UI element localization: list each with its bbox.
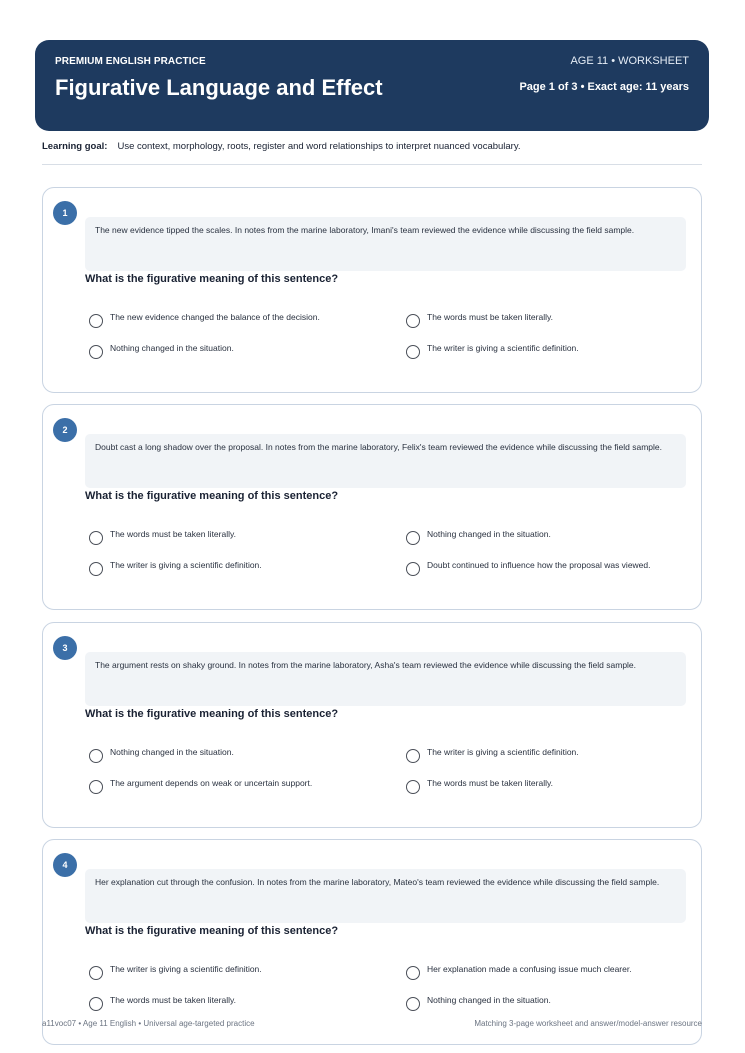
worksheet-header (35, 40, 709, 131)
question-prompt: What is the figurative meaning of this sentence? (85, 708, 339, 720)
radio-button[interactable] (89, 531, 103, 545)
answer-option-label: Nothing changed in the situation. (110, 747, 234, 757)
radio-button[interactable] (406, 966, 420, 980)
answer-option-label: The writer is giving a scientific definition. (110, 560, 262, 570)
question-card-3 (42, 622, 702, 828)
divider (42, 164, 702, 165)
radio-button[interactable] (406, 780, 420, 794)
answer-option[interactable] (406, 964, 706, 982)
radio-button[interactable] (89, 997, 103, 1011)
answer-option-label: The argument depends on weak or uncertain support. (110, 778, 313, 788)
question-number-badge: 3 (53, 636, 77, 660)
radio-button[interactable] (89, 749, 103, 763)
question-card-1 (42, 187, 702, 393)
radio-button[interactable] (406, 997, 420, 1011)
answer-option[interactable] (89, 529, 389, 547)
radio-button[interactable] (406, 314, 420, 328)
answer-option-label: The new evidence changed the balance of the decision. (110, 312, 320, 322)
answer-option-label: Nothing changed in the situation. (427, 529, 551, 539)
answer-option-label: The words must be taken literally. (110, 995, 236, 1005)
answer-option[interactable] (406, 747, 706, 765)
question-number-badge: 1 (53, 201, 77, 225)
answer-option[interactable] (406, 995, 706, 1013)
footer-left-text: a11voc07 • Age 11 English • Universal age-targeted practice (42, 1019, 255, 1028)
answer-option[interactable] (89, 312, 389, 330)
answer-option[interactable] (89, 964, 389, 982)
question-passage: The new evidence tipped the scales. In notes from the marine laboratory, Imani's team reviewed the evidence while discussing the field sample. (85, 217, 686, 271)
question-prompt: What is the figurative meaning of this sentence? (85, 925, 339, 937)
answer-option-label: The writer is giving a scientific definition. (110, 964, 262, 974)
learning-goal-label: Learning goal: (42, 141, 108, 152)
radio-button[interactable] (406, 345, 420, 359)
radio-button[interactable] (89, 314, 103, 328)
learning-goal-text: Use context, morphology, roots, register and word relationships to interpret nuanced vocabulary. (117, 141, 521, 152)
answer-option[interactable] (406, 529, 706, 547)
answer-option-label: Nothing changed in the situation. (427, 995, 551, 1005)
answer-option-label: The writer is giving a scientific definition. (427, 343, 579, 353)
footer-right-text: Matching 3-page worksheet and answer/model-answer resource (474, 1019, 702, 1028)
radio-button[interactable] (89, 966, 103, 980)
question-prompt: What is the figurative meaning of this sentence? (85, 273, 339, 285)
question-card-4 (42, 839, 702, 1045)
radio-button[interactable] (89, 780, 103, 794)
answer-option-label: Doubt continued to influence how the proposal was viewed. (427, 560, 651, 570)
answer-option[interactable] (406, 343, 706, 361)
answer-option[interactable] (406, 778, 706, 796)
radio-button[interactable] (406, 531, 420, 545)
answer-option-label: Nothing changed in the situation. (110, 343, 234, 353)
learning-goal (42, 141, 521, 152)
question-passage: Doubt cast a long shadow over the proposal. In notes from the marine laboratory, Felix's team reviewed the evidence while discussing the field sample. (85, 434, 686, 488)
answer-option[interactable] (406, 560, 706, 578)
answer-option-label: The words must be taken literally. (427, 312, 553, 322)
question-number-badge: 4 (53, 853, 77, 877)
radio-button[interactable] (406, 562, 420, 576)
answer-option[interactable] (89, 560, 389, 578)
question-prompt: What is the figurative meaning of this sentence? (85, 490, 339, 502)
answer-option[interactable] (89, 778, 389, 796)
radio-button[interactable] (406, 749, 420, 763)
page-indicator: Page 1 of 3 • Exact age: 11 years (519, 81, 689, 93)
answer-option-label: The words must be taken literally. (427, 778, 553, 788)
question-passage: The argument rests on shaky ground. In notes from the marine laboratory, Asha's team reviewed the evidence while discussing the field sample. (85, 652, 686, 706)
page-title: Figurative Language and Effect (55, 75, 383, 100)
answer-option[interactable] (406, 312, 706, 330)
brand-label: PREMIUM ENGLISH PRACTICE (55, 56, 206, 67)
question-passage: Her explanation cut through the confusion. In notes from the marine laboratory, Mateo's team reviewed the evidence while discussing the field sample. (85, 869, 686, 923)
radio-button[interactable] (89, 562, 103, 576)
radio-button[interactable] (89, 345, 103, 359)
answer-option[interactable] (89, 995, 389, 1013)
answer-option[interactable] (89, 747, 389, 765)
answer-option-label: Her explanation made a confusing issue much clearer. (427, 964, 632, 974)
age-worksheet-label: AGE 11 • WORKSHEET (570, 55, 689, 67)
question-card-2 (42, 404, 702, 610)
answer-option[interactable] (89, 343, 389, 361)
question-number-badge: 2 (53, 418, 77, 442)
answer-option-label: The writer is giving a scientific definition. (427, 747, 579, 757)
answer-option-label: The words must be taken literally. (110, 529, 236, 539)
